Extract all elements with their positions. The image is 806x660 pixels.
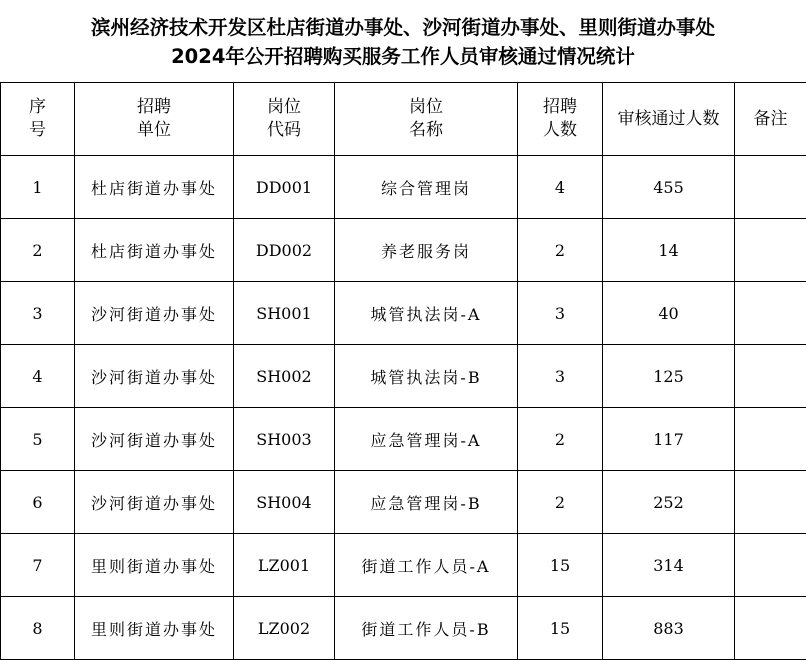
cell-count: 2	[518, 408, 603, 471]
cell-count: 3	[518, 345, 603, 408]
cell-code: SH002	[234, 345, 335, 408]
cell-seq: 2	[1, 219, 75, 282]
header-remark: 备注	[735, 83, 806, 156]
table-row	[1, 282, 806, 345]
header-unit: 招聘 单位	[75, 83, 234, 156]
cell-passed: 314	[603, 534, 735, 597]
cell-name: 街道工作人员-A	[335, 534, 518, 597]
cell-name: 养老服务岗	[335, 219, 518, 282]
cell-unit: 杜店街道办事处	[75, 219, 234, 282]
cell-passed: 117	[603, 408, 735, 471]
cell-passed: 252	[603, 471, 735, 534]
document-title	[0, 0, 806, 82]
cell-count: 2	[518, 219, 603, 282]
cell-remark	[735, 282, 806, 345]
cell-name: 城管执法岗-A	[335, 282, 518, 345]
cell-count: 3	[518, 282, 603, 345]
cell-passed: 125	[603, 345, 735, 408]
cell-seq: 7	[1, 534, 75, 597]
cell-count: 15	[518, 534, 603, 597]
title-line-1: 滨州经济技术开发区杜店街道办事处、沙河街道办事处、里则街道办事处	[90, 16, 715, 39]
header-row	[1, 83, 806, 156]
cell-count: 4	[518, 156, 603, 219]
cell-code: DD002	[234, 219, 335, 282]
cell-seq: 1	[1, 156, 75, 219]
cell-remark	[735, 219, 806, 282]
cell-name: 应急管理岗-B	[335, 471, 518, 534]
cell-count: 15	[518, 597, 603, 660]
cell-code: SH001	[234, 282, 335, 345]
table-row	[1, 345, 806, 408]
cell-name: 城管执法岗-B	[335, 345, 518, 408]
header-seq: 序 号	[1, 83, 75, 156]
cell-passed: 455	[603, 156, 735, 219]
table-row	[1, 408, 806, 471]
table-row	[1, 471, 806, 534]
header-passed: 审核通过人数	[603, 83, 735, 156]
cell-unit: 沙河街道办事处	[75, 345, 234, 408]
cell-passed: 40	[603, 282, 735, 345]
cell-unit: 里则街道办事处	[75, 534, 234, 597]
cell-seq: 6	[1, 471, 75, 534]
cell-code: LZ001	[234, 534, 335, 597]
cell-seq: 3	[1, 282, 75, 345]
table-row	[1, 534, 806, 597]
cell-seq: 8	[1, 597, 75, 660]
cell-passed: 883	[603, 597, 735, 660]
header-name: 岗位 名称	[335, 83, 518, 156]
cell-unit: 沙河街道办事处	[75, 408, 234, 471]
cell-count: 2	[518, 471, 603, 534]
cell-code: DD001	[234, 156, 335, 219]
cell-code: LZ002	[234, 597, 335, 660]
table-row	[1, 597, 806, 660]
cell-unit: 杜店街道办事处	[75, 156, 234, 219]
header-count: 招聘 人数	[518, 83, 603, 156]
cell-passed: 14	[603, 219, 735, 282]
header-code: 岗位 代码	[234, 83, 335, 156]
cell-unit: 里则街道办事处	[75, 597, 234, 660]
cell-seq: 4	[1, 345, 75, 408]
cell-remark	[735, 597, 806, 660]
cell-name: 综合管理岗	[335, 156, 518, 219]
table-row	[1, 156, 806, 219]
cell-remark	[735, 156, 806, 219]
cell-remark	[735, 408, 806, 471]
stats-table	[0, 82, 806, 660]
cell-remark	[735, 345, 806, 408]
cell-remark	[735, 534, 806, 597]
table-row	[1, 219, 806, 282]
cell-unit: 沙河街道办事处	[75, 471, 234, 534]
cell-seq: 5	[1, 408, 75, 471]
cell-code: SH004	[234, 471, 335, 534]
title-line-2: 2024年公开招聘购买服务工作人员审核通过情况统计	[171, 45, 635, 68]
cell-name: 应急管理岗-A	[335, 408, 518, 471]
cell-name: 街道工作人员-B	[335, 597, 518, 660]
cell-remark	[735, 471, 806, 534]
cell-code: SH003	[234, 408, 335, 471]
cell-unit: 沙河街道办事处	[75, 282, 234, 345]
